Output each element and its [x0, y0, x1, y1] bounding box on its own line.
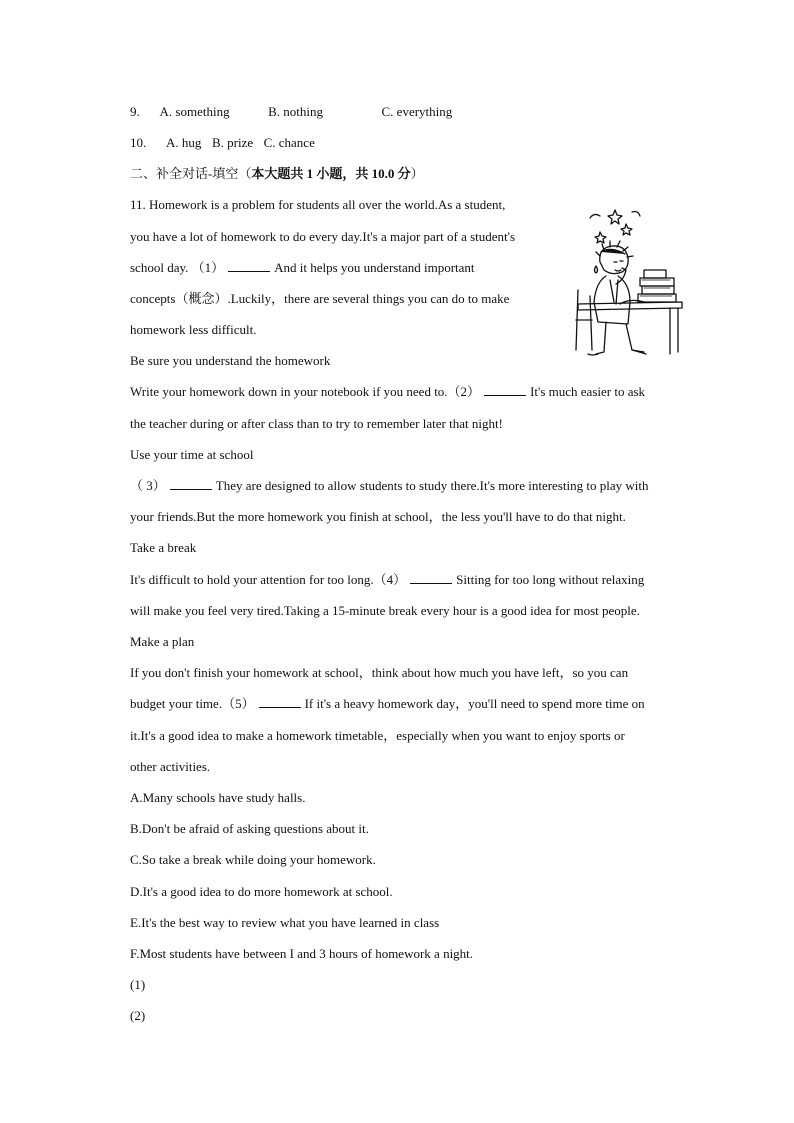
passage-text: school day. （1）	[130, 260, 225, 275]
section-paren-close: ）	[410, 166, 424, 181]
question-9	[130, 104, 452, 120]
passage-text: It's difficult to hold your attention for too long.（4）	[130, 572, 407, 587]
section-paren-open: （	[238, 166, 252, 181]
passage-text: If it's a heavy homework day，you'll need to spend more time on	[304, 696, 645, 711]
blank-3	[170, 479, 212, 490]
section-prefix: 二、补全对话-填空	[130, 166, 239, 181]
passage-line: If you don't finish your homework at school，think about how much you have left，so you can	[130, 665, 629, 680]
passage-line: homework less difficult.	[130, 322, 257, 337]
star-icon	[621, 224, 632, 235]
q9-option-c: C. everything	[381, 104, 453, 119]
section-heading	[130, 166, 424, 182]
blank-4	[410, 573, 452, 584]
star-icon	[608, 210, 622, 224]
option-d: D.It's a good idea to do more homework at school.	[130, 884, 393, 899]
q9-option-b: B. nothing	[268, 104, 324, 119]
answer-1[interactable]: (1)	[130, 977, 146, 992]
blank-1	[228, 261, 270, 272]
passage-line	[130, 260, 475, 276]
q10-option-b: B. prize	[211, 135, 254, 150]
passage-line: will make you feel very tired.Taking a 15-minute break every hour is a good idea for most people.	[130, 603, 640, 618]
passage-line: 11. Homework is a problem for students all over the world.As a student,	[130, 197, 506, 212]
option-b: B.Don't be afraid of asking questions about it.	[130, 821, 369, 836]
star-icon	[595, 232, 606, 243]
q9-option-a: A. something	[159, 104, 230, 119]
blank-5	[259, 697, 301, 708]
passage-line: the teacher during or after class than to try to remember later that night!	[130, 416, 503, 431]
q9-number: 9.	[130, 104, 140, 119]
section-detail: 本大题共 1 小题，共 10.0 分	[251, 166, 411, 181]
passage-line: you have a lot of homework to do every day.It's a major part of a student's	[130, 229, 516, 244]
subheading: Make a plan	[130, 634, 195, 649]
passage-text: Sitting for too long without relaxing	[456, 572, 645, 587]
option-a: A.Many schools have study halls.	[130, 790, 306, 805]
blank-2	[484, 385, 526, 396]
passage-line: it.It's a good idea to make a homework timetable，especially when you want to enjoy sports or	[130, 728, 625, 743]
stressed-student-illustration	[570, 200, 690, 360]
passage-text: And it helps you understand important	[274, 260, 475, 275]
subheading: Be sure you understand the homework	[130, 353, 331, 368]
option-e: E.It's the best way to review what you have learned in class	[130, 915, 440, 930]
q10-option-a: A. hug	[166, 135, 202, 150]
passage-line: your friends.But the more homework you finish at school，the less you'll have to do that night.	[130, 509, 626, 524]
passage-line	[130, 384, 645, 400]
passage-line: other activities.	[130, 759, 211, 774]
passage-text: They are designed to allow students to study there.It's more interesting to play with	[215, 478, 649, 493]
passage-line	[130, 478, 648, 494]
passage-text: （ 3）	[130, 478, 166, 493]
passage-line: concepts（概念）.Luckily，there are several things you can do to make	[130, 291, 510, 306]
passage-line	[130, 696, 645, 712]
passage-text: It's much easier to ask	[530, 384, 646, 399]
q10-number: 10.	[130, 135, 147, 150]
option-c: C.So take a break while doing your homework.	[130, 852, 376, 867]
passage-text: Write your homework down in your notebook if you need to.（2）	[130, 384, 481, 399]
answer-2[interactable]: (2)	[130, 1008, 146, 1023]
q10-option-c: C. chance	[263, 135, 315, 150]
subheading: Take a break	[130, 540, 197, 555]
subheading: Use your time at school	[130, 447, 254, 462]
option-f: F.Most students have between I and 3 hours of homework a night.	[130, 946, 474, 961]
passage-text: budget your time.（5）	[130, 696, 255, 711]
question-10	[130, 135, 315, 151]
passage-line	[130, 572, 644, 588]
